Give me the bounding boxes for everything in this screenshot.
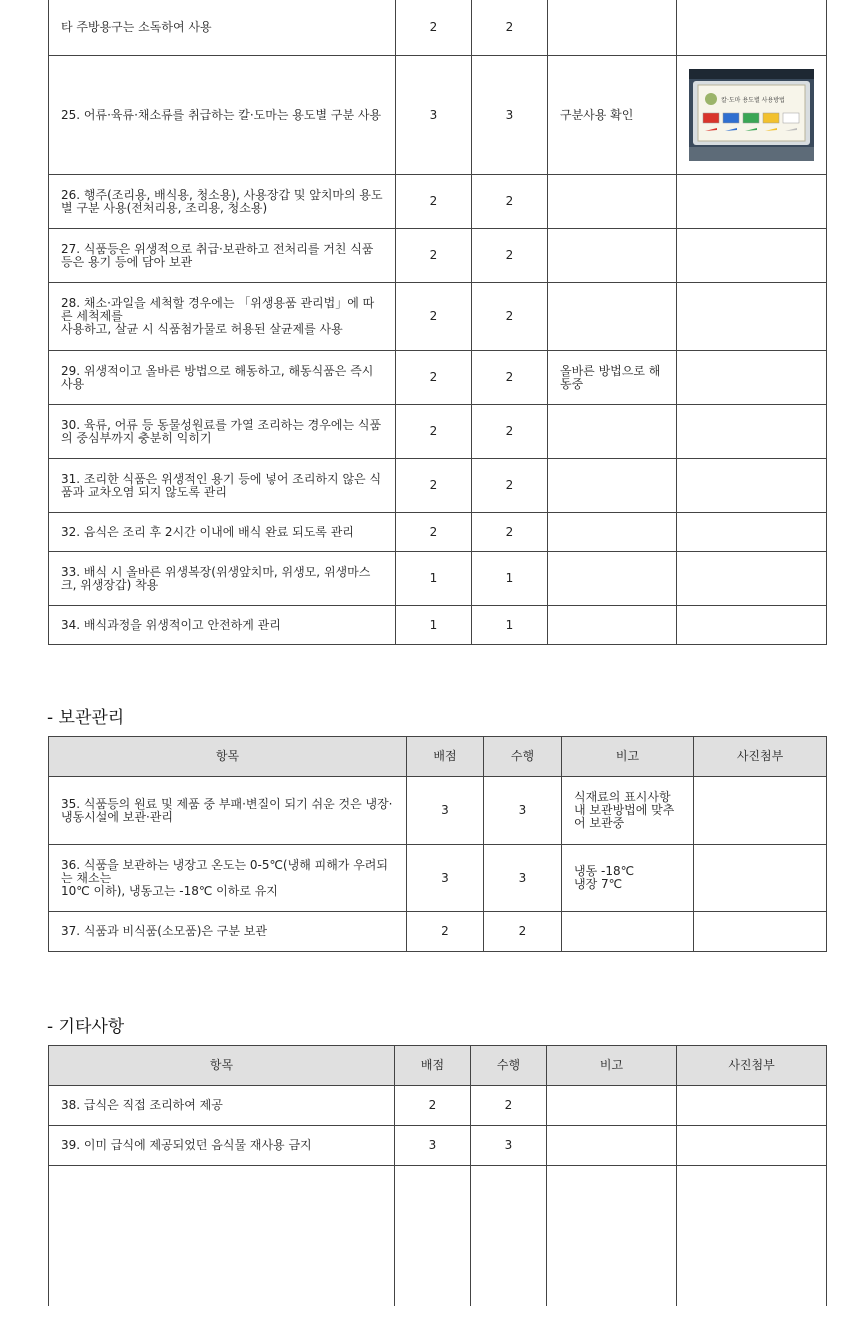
item-cell: 38. 급식은 직접 조리하여 제공 xyxy=(49,1086,395,1126)
done-cell: 2 xyxy=(472,175,548,229)
photo-cell xyxy=(677,606,827,645)
header-photo: 사진첨부 xyxy=(677,1046,827,1086)
table-row xyxy=(49,777,827,845)
header-note: 비고 xyxy=(547,1046,677,1086)
hygiene-check-table xyxy=(48,0,827,645)
note-line: 냉장 7℃ xyxy=(574,877,623,891)
done-cell: 2 xyxy=(472,405,548,459)
score-cell: 3 xyxy=(396,56,472,175)
note-cell xyxy=(562,912,694,952)
done-cell: 2 xyxy=(472,0,548,56)
score-cell: 2 xyxy=(396,513,472,552)
item-line: 36. 식품을 보관하는 냉장고 온도는 0-5℃(냉해 피해가 우려되는 채소는 xyxy=(61,857,388,885)
table-row xyxy=(49,175,827,229)
item-line: 28. 채소·과일을 세척할 경우에는 「위생용품 관리법」에 따른 세척제를 xyxy=(61,296,375,323)
table-header-row xyxy=(49,1046,827,1086)
item-cell: 27. 식품등은 위생적으로 취급·보관하고 전처리를 거친 식품등은 용기 등에 담아 보관 xyxy=(49,229,396,283)
score-cell: 2 xyxy=(396,459,472,513)
score-cell: 2 xyxy=(396,0,472,56)
item-cell: 26. 행주(조리용, 배식용, 청소용), 사용장갑 및 앞치마의 용도별 구분 사용(전처리용, 조리용, 청소용) xyxy=(49,175,396,229)
item-line: 사용하고, 살균 시 식품첨가물로 허용된 살균제를 사용 xyxy=(61,322,343,336)
photo-cell xyxy=(677,283,827,351)
section-title-other: - 기타사항 xyxy=(47,1017,125,1037)
done-cell: 3 xyxy=(471,1126,547,1166)
score-cell: 1 xyxy=(396,552,472,606)
done-cell: 1 xyxy=(472,606,548,645)
table-row xyxy=(49,1086,827,1126)
photo-cell xyxy=(677,513,827,552)
cutting-board-swatch xyxy=(703,113,719,123)
item-cell: 타 주방용구는 소독하여 사용 xyxy=(49,0,396,56)
item-cell: 39. 이미 급식에 제공되었던 음식물 재사용 금지 xyxy=(49,1126,395,1166)
table-row xyxy=(49,56,827,175)
note-cell xyxy=(548,0,677,56)
note-cell xyxy=(547,1126,677,1166)
score-cell xyxy=(395,1166,471,1306)
item-cell: 30. 육류, 어류 등 동물성원료를 가열 조리하는 경우에는 식품의 중심부까지 충분히 익히기 xyxy=(49,405,396,459)
photo-cell xyxy=(677,405,827,459)
note-line: 냉동 -18℃ xyxy=(574,864,635,878)
photo-cell xyxy=(677,0,827,56)
note-cell xyxy=(548,283,677,351)
table-row xyxy=(49,351,827,405)
item-cell: 25. 어류·육류·채소류를 취급하는 칼·도마는 용도별 구분 사용 xyxy=(49,56,396,175)
note-cell xyxy=(548,229,677,283)
photo-cell xyxy=(677,351,827,405)
photo-cell xyxy=(677,1166,827,1306)
table-header-row xyxy=(49,737,827,777)
item-cell: 35. 식품등의 원료 및 제품 중 부패·변질이 되기 쉬운 것은 냉장·냉동시설에 보관·관리 xyxy=(49,777,407,845)
note-cell xyxy=(548,552,677,606)
table-row xyxy=(49,606,827,645)
cutting-board-swatch xyxy=(763,113,779,123)
cutting-board-swatch xyxy=(743,113,759,123)
storage-check-table xyxy=(48,736,827,952)
done-cell: 2 xyxy=(472,513,548,552)
score-cell: 3 xyxy=(407,845,484,912)
header-score: 배점 xyxy=(407,737,484,777)
item-cell: 34. 배식과정을 위생적이고 안전하게 관리 xyxy=(49,606,396,645)
score-cell: 2 xyxy=(396,283,472,351)
note-cell: 구분사용 확인 xyxy=(548,56,677,175)
item-cell: 31. 조리한 식품은 위생적인 용기 등에 넣어 조리하지 않은 식품과 교차오염 되지 않도록 관리 xyxy=(49,459,396,513)
done-cell: 2 xyxy=(472,459,548,513)
photo-cell xyxy=(677,229,827,283)
done-cell xyxy=(471,1166,547,1306)
header-photo: 사진첨부 xyxy=(694,737,827,777)
header-item: 항목 xyxy=(49,1046,395,1086)
item-cell: 32. 음식은 조리 후 2시간 이내에 배식 완료 되도록 관리 xyxy=(49,513,396,552)
done-cell: 2 xyxy=(484,912,562,952)
table-row xyxy=(49,459,827,513)
table-row xyxy=(49,845,827,912)
table-row xyxy=(49,513,827,552)
score-cell: 2 xyxy=(395,1086,471,1126)
score-cell: 2 xyxy=(407,912,484,952)
header-item: 항목 xyxy=(49,737,407,777)
table-row xyxy=(49,283,827,351)
header-note: 비고 xyxy=(562,737,694,777)
table-row xyxy=(49,552,827,606)
photo-cell xyxy=(677,56,827,175)
photo-cell xyxy=(677,175,827,229)
item-cell xyxy=(49,845,407,912)
item-cell: 33. 배식 시 올바른 위생복장(위생앞치마, 위생모, 위생마스크, 위생장갑) 착용 xyxy=(49,552,396,606)
done-cell: 2 xyxy=(471,1086,547,1126)
header-done: 수행 xyxy=(471,1046,547,1086)
photo-cell xyxy=(694,777,827,845)
note-cell xyxy=(562,845,694,912)
note-cell xyxy=(548,405,677,459)
photo-cell xyxy=(677,1086,827,1126)
done-cell: 2 xyxy=(472,351,548,405)
photo-cell xyxy=(694,912,827,952)
note-cell xyxy=(548,513,677,552)
table-row xyxy=(49,1126,827,1166)
score-cell: 3 xyxy=(407,777,484,845)
note-cell xyxy=(547,1086,677,1126)
score-cell: 2 xyxy=(396,229,472,283)
done-cell: 1 xyxy=(472,552,548,606)
table-row xyxy=(49,912,827,952)
item-line: 10℃ 이하), 냉동고는 -18℃ 이하로 유지 xyxy=(61,883,278,898)
section-title-storage: - 보관관리 xyxy=(47,708,125,728)
header-score: 배점 xyxy=(395,1046,471,1086)
item-cell: 29. 위생적이고 올바른 방법으로 해동하고, 해동식품은 즉시 사용 xyxy=(49,351,396,405)
cutting-board-sign-photo xyxy=(689,69,814,161)
done-cell: 2 xyxy=(472,229,548,283)
cutting-board-swatch xyxy=(723,113,739,123)
note-cell xyxy=(547,1166,677,1306)
sign-text: 칼·도마 용도별 사용방법 xyxy=(721,97,785,104)
note-cell xyxy=(548,606,677,645)
photo-cell xyxy=(694,845,827,912)
done-cell: 3 xyxy=(484,845,562,912)
table-row xyxy=(49,229,827,283)
note-cell: 올바른 방법으로 해동중 xyxy=(548,351,677,405)
item-cell: 37. 식품과 비식품(소모품)은 구분 보관 xyxy=(49,912,407,952)
note-cell xyxy=(548,459,677,513)
photo-cell xyxy=(677,1126,827,1166)
done-cell: 3 xyxy=(472,56,548,175)
other-check-table xyxy=(48,1045,827,1306)
cutting-board-swatch xyxy=(783,113,799,123)
table-row xyxy=(49,405,827,459)
item-cell xyxy=(49,283,396,351)
item-cell xyxy=(49,1166,395,1306)
photo-cell xyxy=(677,552,827,606)
done-cell: 3 xyxy=(484,777,562,845)
table-row-empty xyxy=(49,1166,827,1306)
note-cell: 식재료의 표시사항 내 보관방법에 맞추어 보관중 xyxy=(562,777,694,845)
done-cell: 2 xyxy=(472,283,548,351)
score-cell: 2 xyxy=(396,405,472,459)
header-done: 수행 xyxy=(484,737,562,777)
score-cell: 1 xyxy=(396,606,472,645)
score-cell: 3 xyxy=(395,1126,471,1166)
note-cell xyxy=(548,175,677,229)
table-row xyxy=(49,0,827,56)
photo-cell xyxy=(677,459,827,513)
score-cell: 2 xyxy=(396,175,472,229)
score-cell: 2 xyxy=(396,351,472,405)
